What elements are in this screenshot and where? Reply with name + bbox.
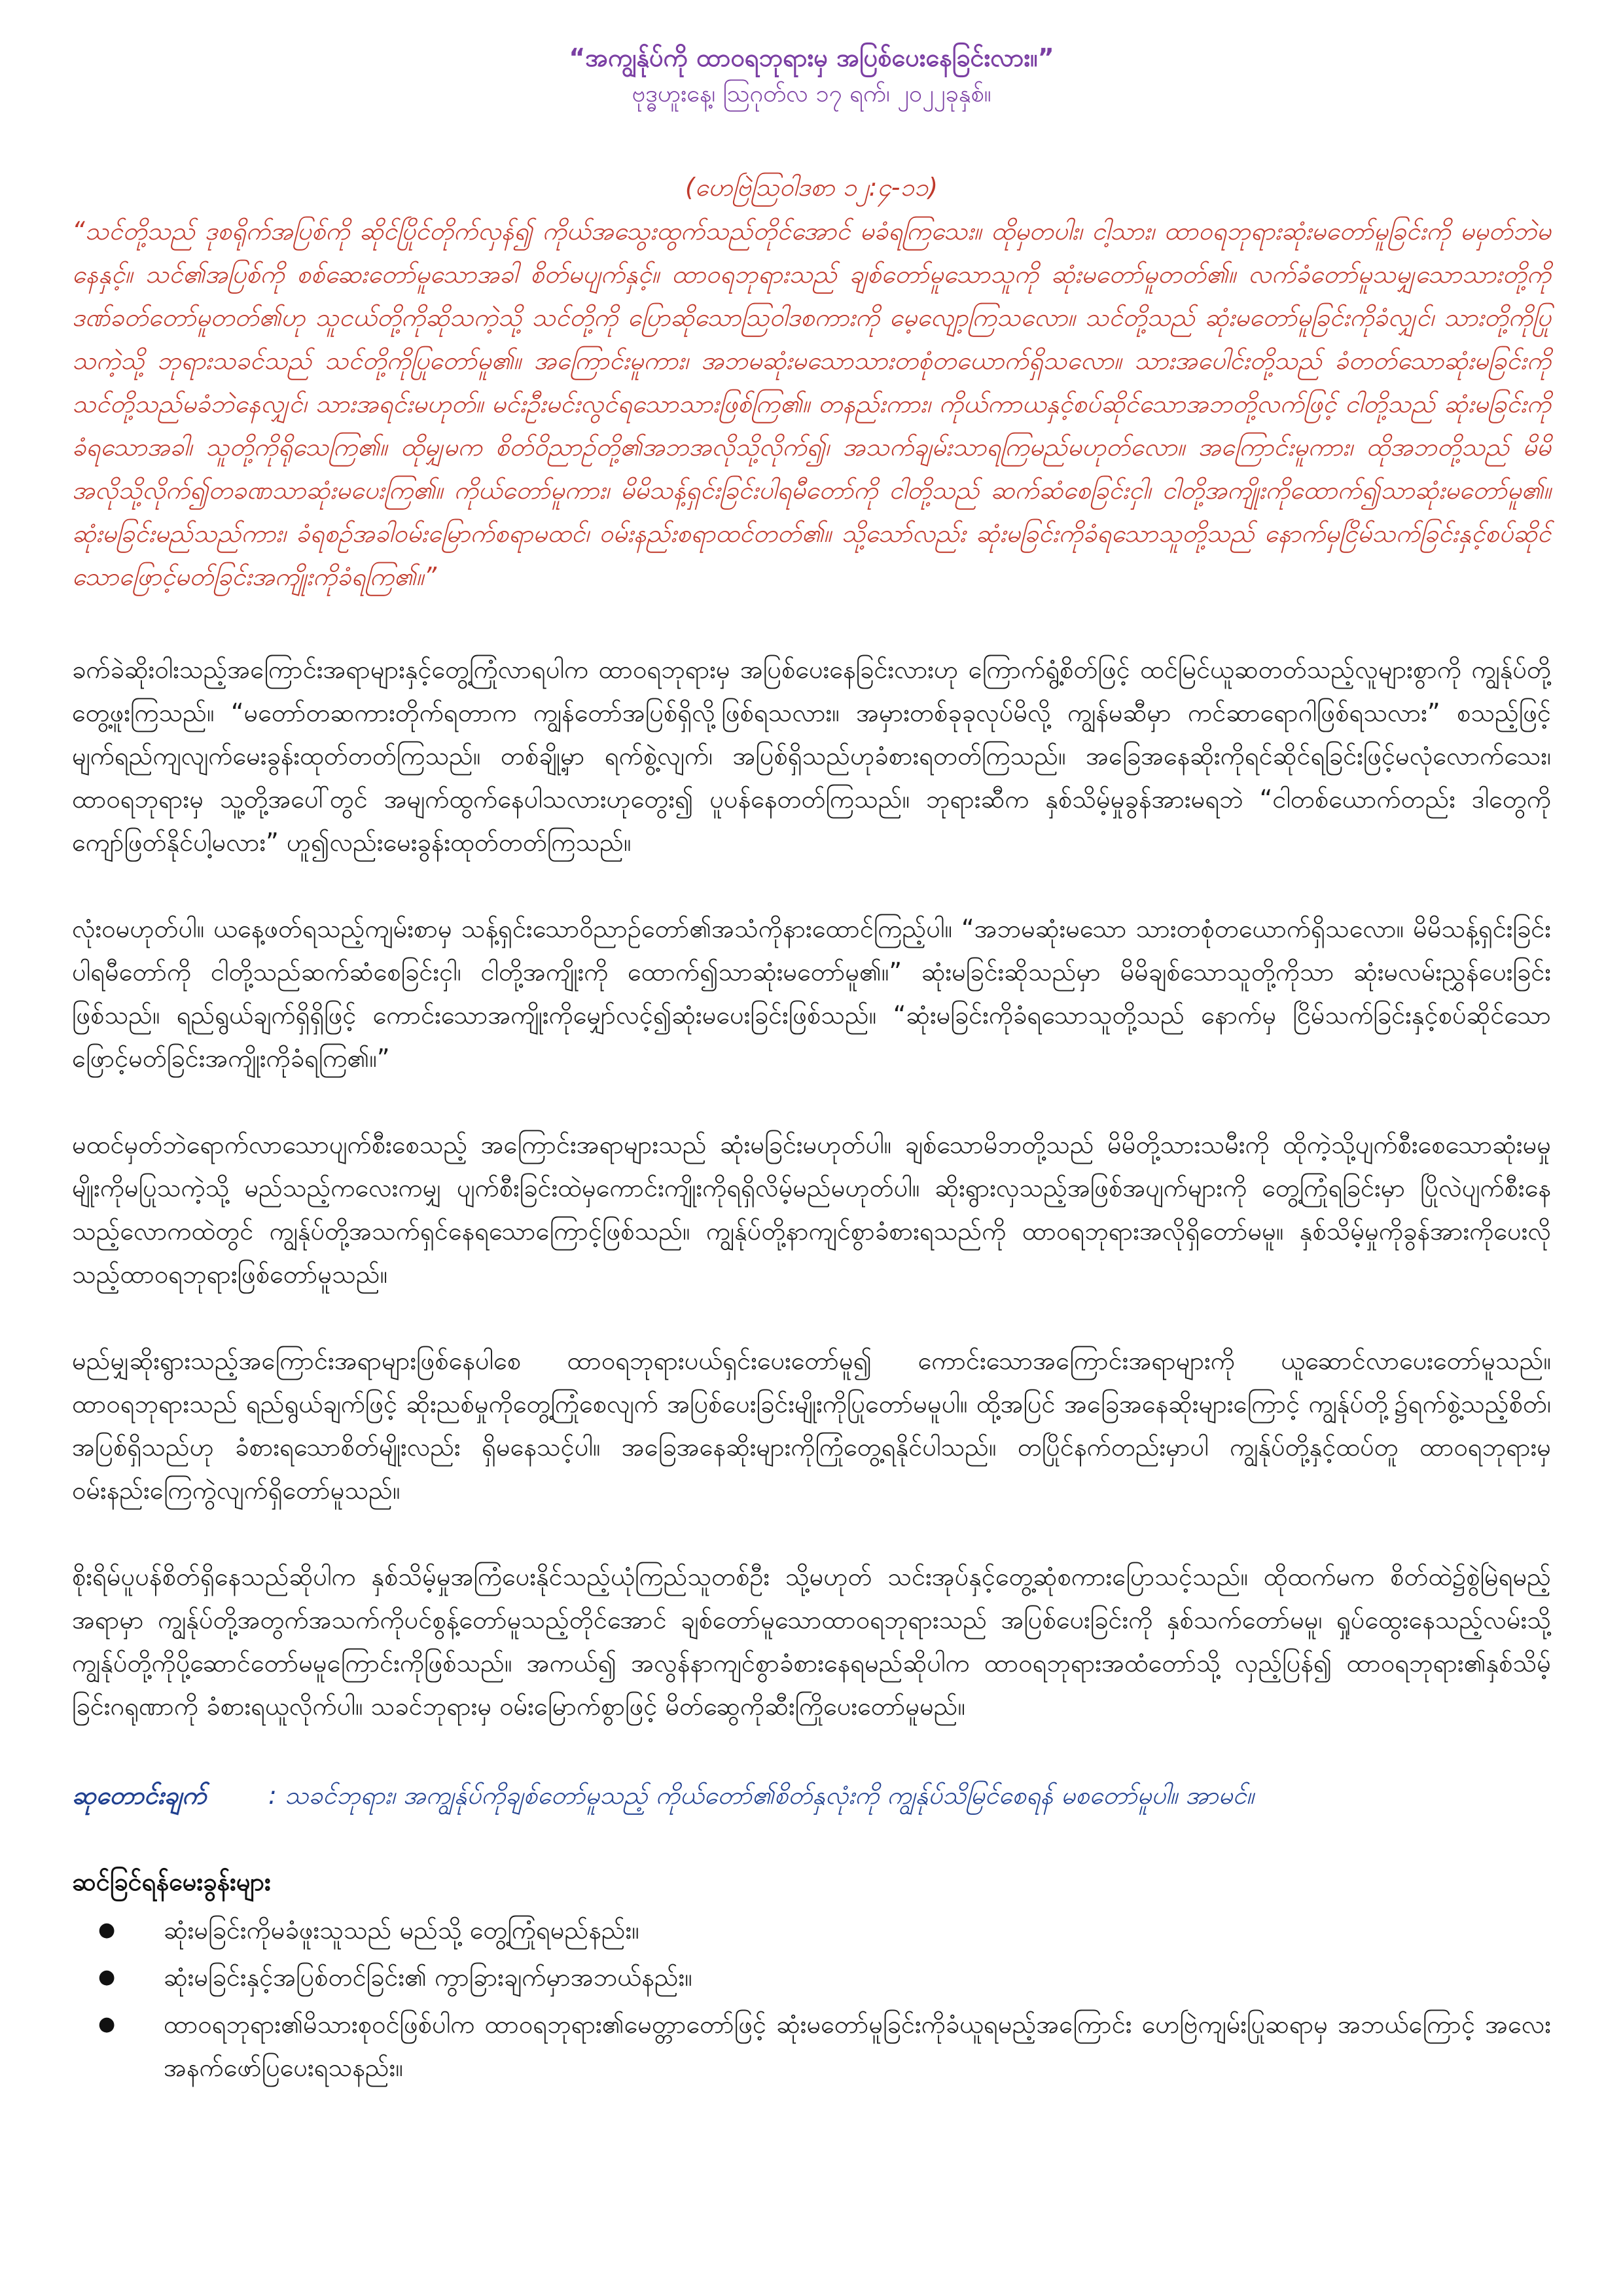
body-paragraph-4: မည်မျှဆိုးရွားသည့်အကြောင်းအရာများဖြစ်နေပါစေ ထာဝရဘုရားပယ်ရှင်းပေးတော်မူ၍ ကောင်းသောအကြောင်းအရာများကို ယူဆောင်လာပေးတော်မူသည်။ ထာဝရဘုရားသည် ရည်ရွယ်ချက်ဖြင့် ဆိုးညစ်မှုကိုတွေ့ကြုံစေလျက် အပြစ်ပေးခြင်းမျိုးကိုပြုတော်မမူပါ။ ထို့အပြင် အခြေအနေဆိုးများကြောင့် ကျွန်ုပ်တို့၌ရက်စွဲ့သည့်စိတ်၊ အပြစ်ရှိသည်ဟု ခံစားရသောစိတ်မျိုးလည်း ရှိမနေသင့်ပါ။ အခြေအနေဆိုးများကိုကြုံတွေ့ရနိုင်ပါသည်။ တပြိုင်နက်တည်းမှာပါ ကျွန်ုပ်တို့နှင့်ထပ်တူ ထာဝရဘုရားမှ ဝမ်းနည်းကြေကွဲလျက်ရှိတော်မူသည်။ [72,1346,1551,1505]
body-paragraph-2: လုံးဝမဟုတ်ပါ။ ယနေ့ဖတ်ရသည့်ကျမ်းစာမှ သန့်ရှင်းသောဝိညာဉ်တော်၏အသံကိုနားထောင်ကြည့်ပါ။ “အဘမဆုံးမသော သားတစုံတယောက်ရှိသလော။ မိမိသန့်ရှင်းခြင်းပါရမီတော်ကို ငါတို့သည်ဆက်ဆံစေခြင်းငှါ၊ ငါတို့အကျိုးကို ထောက်၍သာဆုံးမတော်မူ၏။” ဆုံးမခြင်းဆိုသည်မှာ မိမိချစ်သောသူတို့ကိုသာ ဆုံးမလမ်းညွှန်ပေးခြင်းဖြစ်သည်။ ရည်ရွယ်ချက်ရှိရှိဖြင့် ကောင်းသောအကျိုးကိုမျှော်လင့်၍ဆုံးမပေးခြင်းဖြစ်သည်။ “ဆုံးမခြင်းကိုခံရသောသူတို့သည် နောက်မှ ငြိမ်သက်ခြင်းနှင့်စပ်ဆိုင်သော ဖြောင့်မတ်ခြင်းအကျိုးကိုခံရကြ၏။” [72,914,1551,1073]
question-text: ဆုံးမခြင်းနှင့်အပြစ်တင်ခြင်း၏ ကွာခြားချက်မှာအဘယ်နည်း။ [164,1963,692,1992]
bullet-icon: ● [98,2013,116,2036]
question-item [98,1909,1551,1952]
prayer-text: : သခင်ဘုရား၊ အကျွန်ုပ်ကိုချစ်တော်မူသည့် ကိုယ်တော်၏စိတ်နှလုံးကို ကျွန်ုပ်သိမြင်စေရန် မစတော်မူပါ။ အာမင်။ [268,1781,1255,1810]
prayer-label: ဆုတောင်းချက် [72,1781,207,1810]
body-paragraph-5: စိုးရိမ်ပူပန်စိတ်ရှိနေသည်ဆိုပါက နှစ်သိမ့်မှုအကြံပေးနိုင်သည့်ယုံကြည်သူတစ်ဦး သို့မဟုတ် သင်းအုပ်နှင့်တွေ့ဆုံစကားပြောသင့်သည်။ ထိုထက်မက စိတ်ထဲ၌စွဲမြဲရမည့်အရာမှာ ကျွန်ုပ်တို့အတွက်အသက်ကိုပင်စွန့်တော်မူသည့်တိုင်အောင် ချစ်တော်မူသောထာဝရဘုရားသည် အပြစ်ပေးခြင်းကို နှစ်သက်တော်မမူ၊ ရှုပ်ထွေးနေသည့်လမ်းသို့ ကျွန်ုပ်တို့ကိုပို့ဆောင်တော်မမူကြောင်းကိုဖြစ်သည်။ အကယ်၍ အလွန်နာကျင်စွာခံစားနေရမည်ဆိုပါက ထာဝရဘုရားအထံတော်သို့ လှည့်ပြန်၍ ထာဝရဘုရား၏နှစ်သိမ့်ခြင်းဂရုဏာကို ခံစားရယူလိုက်ပါ။ သခင်ဘုရားမှ ဝမ်းမြောက်စွာဖြင့် မိတ်ဆွေကိုဆီးကြိုပေးတော်မူမည်။ [72,1562,1551,1721]
page-title: “အကျွန်ုပ်ကို ထာဝရဘုရားမှ အပြစ်ပေးနေခြင်းလား။” [569,43,1054,72]
body-paragraph-3: မထင်မှတ်ဘဲရောက်လာသောပျက်စီးစေသည့် အကြောင်းအရာများသည် ဆုံးမခြင်းမဟုတ်ပါ။ ချစ်သောမိဘတို့သည် မိမိတို့သားသမီးကို ထိုကဲ့သို့ပျက်စီးစေသောဆုံးမမှုမျိုးကိုမပြုသကဲ့သို့ မည်သည့်ကလေးကမျှ ပျက်စီးခြင်းထဲမှကောင်းကျိုးကိုရရှိလိမ့်မည်မဟုတ်ပါ။ ဆိုးရွားလှသည့်အဖြစ်အပျက်များကို တွေ့ကြုံရခြင်းမှာ ပြိုလဲပျက်စီးနေသည့်လောကထဲတွင် ကျွန်ုပ်တို့အသက်ရှင်နေရသောကြောင့်ဖြစ်သည်။ ကျွန်ုပ်တို့နာကျင်စွာခံစားရသည်ကို ထာဝရဘုရားအလိုရှိတော်မမူ။ နှစ်သိမ့်မှုကိုခွန်အားကိုပေးလိုသည့်ထာဝရဘုရားဖြစ်တော်မူသည်။ [72,1130,1551,1289]
bullet-icon: ● [98,1918,116,1941]
question-text: ထာဝရဘုရား၏မိသားစုဝင်ဖြစ်ပါက ထာဝရဘုရား၏မေတ္တာတော်ဖြင့် ဆုံးမတော်မူခြင်းကိုခံယူရမည့်အကြောင်း ဟေဗြဲကျမ်းပြုဆရာမှ အဘယ်ကြောင့် အလေးအနက်ဖော်ပြပေးရသနည်း။ [164,2010,1551,2082]
bullet-icon: ● [98,1965,116,1988]
question-item [98,1956,1551,1999]
scripture-text: “သင်တို့သည် ဒုစရိုက်အပြစ်ကို ဆိုင်ပြိုင်တိုက်လှန်၍ ကိုယ်အသွေးထွက်သည်တိုင်အောင် မခံရကြသေး။ ထိုမှတပါး၊ ငါ့သား၊ ထာဝရဘုရားဆုံးမတော်မူခြင်းကို မမှတ်ဘဲမနေနှင့်။ သင်၏အပြစ်ကို စစ်ဆေးတော်မူသောအခါ စိတ်မပျက်နှင့်။ ထာဝရဘုရားသည် ချစ်တော်မူသောသူကို ဆုံးမတော်မူတတ်၏။ လက်ခံတော်မူသမျှသောသားတို့ကို ဒဏ်ခတ်တော်မူတတ်၏ဟု သူငယ်တို့ကိုဆိုသကဲ့သို့ သင်တို့ကို ပြောဆိုသောဩဝါဒစကားကို မေ့လျော့ကြသလော။ သင်တို့သည် ဆုံးမတော်မူခြင်းကိုခံလျှင်၊ သားတို့ကိုပြုသကဲ့သို့ ဘုရားသခင်သည် သင်တို့ကိုပြုတော်မူ၏။ အကြောင်းမူကား၊ အဘမဆုံးမသောသားတစုံတယောက်ရှိသလော။ သားအပေါင်းတို့သည် ခံတတ်သောဆုံးမခြင်းကို သင်တို့သည်မခံဘဲနေလျှင်၊ သားအရင်းမဟုတ်။ မင်းဦးမင်းလွင်ရသောသားဖြစ်ကြ၏။ တနည်းကား၊ ကိုယ်ကာယနှင့်စပ်ဆိုင်သောအဘတို့လက်ဖြင့် ငါတို့သည် ဆုံးမခြင်းကိုခံရသောအခါ၊ သူတို့ကိုရိုသေကြ၏။ ထိုမျှမက စိတ်ဝိညာဉ်တို့၏အဘအလိုသို့လိုက်၍၊ အသက်ချမ်းသာရကြမည်မဟုတ်လော။ အကြောင်းမူကား၊ ထိုအဘတို့သည် မိမိအလိုသို့လိုက်၍တခဏသာဆုံးမပေးကြ၏။ ကိုယ်တော်မူကား၊ မိမိသန့်ရှင်းခြင်းပါရမီတော်ကို ငါတို့သည် ဆက်ဆံစေခြင်းငှါ၊ ငါတို့အကျိုးကိုထောက်၍သာဆုံးမတော်မူ၏။ ဆုံးမခြင်းမည်သည်ကား၊ ခံရစဉ်အခါဝမ်းမြောက်စရာမထင်၊ ဝမ်းနည်းစရာထင်တတ်၏။ သို့သော်လည်း ဆုံးမခြင်းကိုခံရသောသူတို့သည် နောက်မှငြိမ်သက်ခြင်းနှင့်စပ်ဆိုင်သောဖြောင့်မတ်ခြင်းအကျိုးကိုခံရကြ၏။” [72,217,1551,591]
questions-heading: ဆင်ခြင်ရန်မေးခွန်းများ [72,1867,271,1896]
prayer-section [72,1774,1551,1817]
body-paragraph-1: ခက်ခဲဆိုးဝါးသည့်အကြောင်းအရာများနှင့်တွေ့ကြုံလာရပါက ထာဝရဘုရားမှ အပြစ်ပေးနေခြင်းလားဟု ကြောက်ရွံ့စိတ်ဖြင့် ထင်မြင်ယူဆတတ်သည့်လူများစွာကို ကျွန်ုပ်တို့တွေ့ဖူးကြသည်။ “မတော်တဆကားတိုက်ရတာက ကျွန်တော်အပြစ်ရှိလို့ဖြစ်ရသလား။ အမှားတစ်ခုခုလုပ်မိလို့ ကျွန်မဆီမှာ ကင်ဆာရောဂါဖြစ်ရသလား” စသည့်ဖြင့် မျက်ရည်ကျလျက်မေးခွန်းထုတ်တတ်ကြသည်။ တစ်ချို့မှာ ရက်စွဲ့လျက်၊ အပြစ်ရှိသည်ဟုခံစားရတတ်ကြသည်။ အခြေအနေဆိုးကိုရင်ဆိုင်ရခြင်းဖြင့်မလုံလောက်သေး၊ ထာဝရဘုရားမှ သူ့တို့အပေါ်တွင် အမျက်ထွက်နေပါသလားဟုတွေး၍ ပူပန်နေတတ်ကြသည်။ ဘုရားဆီက နှစ်သိမ့်မှုခွန်အားမရဘဲ “ငါတစ်ယောက်တည်း ဒါတွေကို ကျော်ဖြတ်နိုင်ပါ့မလား” ဟူ၍လည်းမေးခွန်းထုတ်တတ်ကြသည်။ [72,655,1551,857]
question-item [98,2003,1551,2089]
scripture-reference: (ဟေဗြဲဩဝါဒစာ ၁၂:၄-၁၁) [685,173,938,202]
questions-list [72,1909,1551,2089]
question-text: ဆုံးမခြင်းကိုမခံဖူးသူသည် မည်သို့ တွေ့ကြုံရမည်နည်း။ [164,1916,639,1945]
page-date: ဗုဒ္ဓဟူးနေ့၊ ဩဂုတ်လ ၁၇ ရက်၊ ၂၀၂၂ခုနှစ်။ [632,81,991,107]
